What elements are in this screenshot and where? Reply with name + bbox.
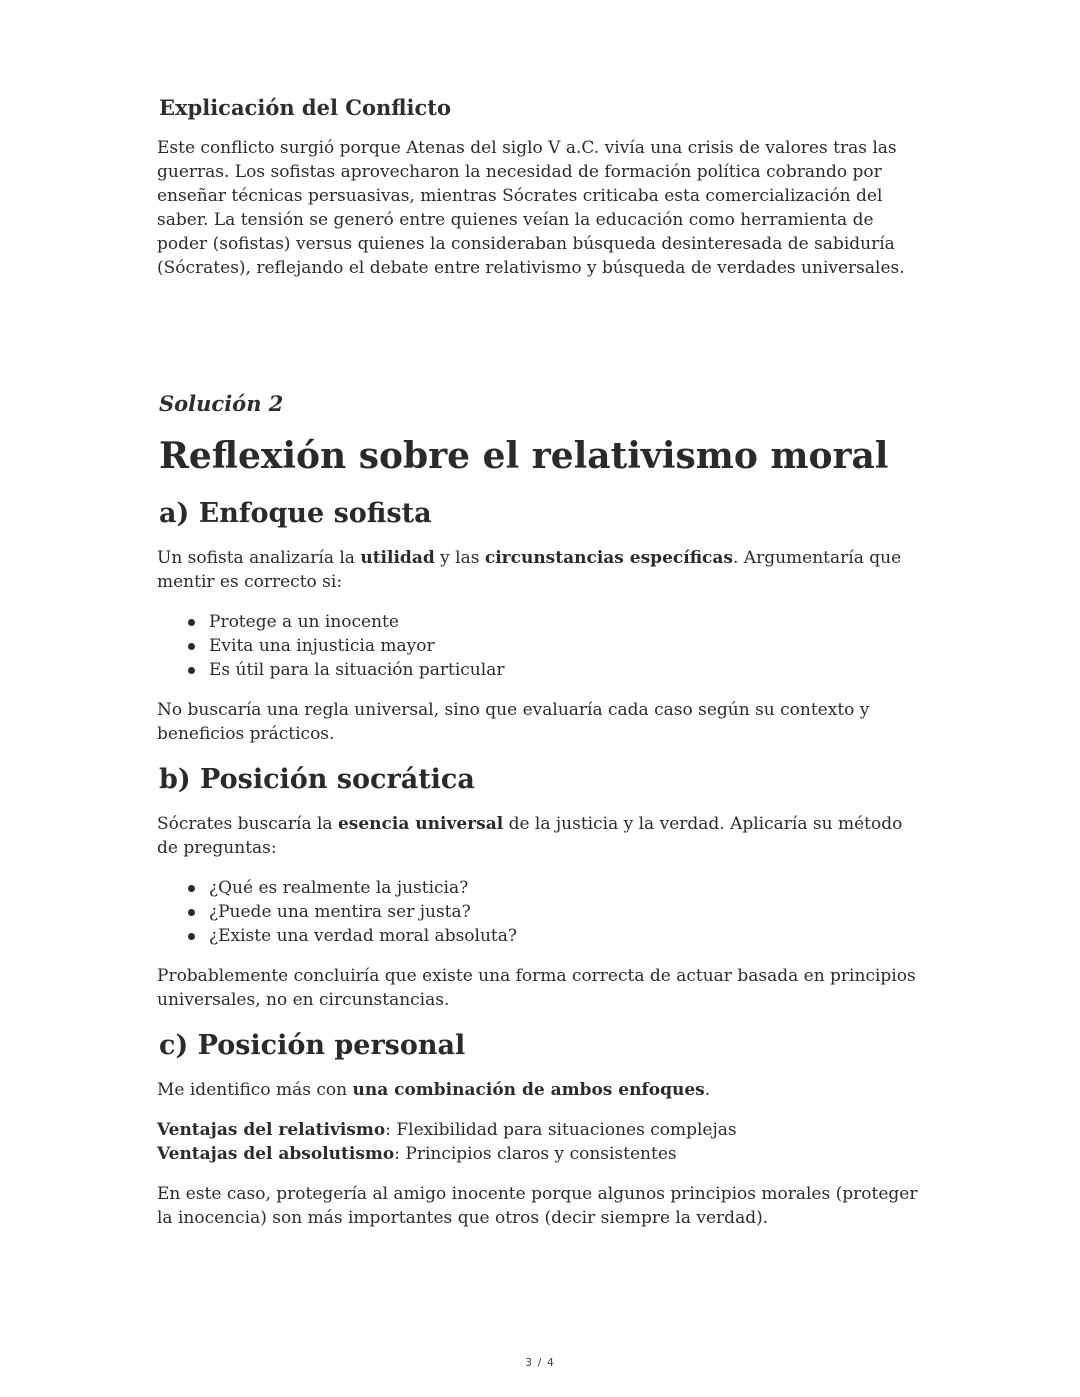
section-a-intro-text-1: Un sofista analizaría la [157, 548, 361, 568]
section-c-intro-text-2: . [704, 1080, 711, 1100]
section-b-intro-text-2: de la justicia y la verdad. Aplicaría su método de preguntas: [157, 814, 903, 858]
bullet-icon [188, 643, 195, 650]
section-a-bold-utilidad: utilidad [360, 548, 435, 568]
page-indicator: 3 / 4 [525, 1356, 555, 1369]
bullet-icon [188, 619, 195, 626]
section-c-bold-combinacion: una combinación de ambos enfoques [352, 1080, 705, 1100]
section-a-bullet-list [157, 610, 922, 682]
list-item [209, 924, 922, 948]
bullet-icon [188, 933, 195, 940]
paragraph-gap [157, 1166, 922, 1182]
section-a-intro [157, 546, 922, 594]
section-a-intro-text-2: y las [434, 548, 485, 568]
list-item [209, 876, 922, 900]
list-item [209, 634, 922, 658]
list-item [209, 658, 922, 682]
bullet-icon [188, 667, 195, 674]
section-gap [157, 1012, 922, 1026]
section-b-closing: Probablemente concluiría que existe una forma correcta de actuar basada en principios universales, no en circunstancias. [157, 966, 916, 1010]
section-b-heading: b) Posición socrática [159, 764, 475, 795]
advantage-relativism-label: Ventajas del relativismo [157, 1120, 386, 1140]
section-c-closing: En este caso, protegería al amigo inocente porque algunos principios morales (proteger la inocencia) son más importantes que otros (decir siempre la verdad). [157, 1184, 918, 1228]
bullet-icon [188, 885, 195, 892]
section-a-heading: a) Enfoque sofista [159, 498, 432, 529]
section-b-bold-esencia: esencia universal [337, 814, 504, 834]
solution-label: Solución 2 [159, 391, 284, 416]
list-item-text: ¿Puede una mentira ser justa? [209, 902, 471, 922]
conflict-heading: Explicación del Conflicto [159, 95, 451, 120]
list-item-text: Protege a un inocente [209, 612, 399, 632]
section-a-bold-circunstancias: circunstancias específicas [484, 548, 733, 568]
section-spacer [157, 280, 922, 388]
list-item-text: ¿Qué es realmente la justicia? [209, 878, 469, 898]
section-a-intro-text-3: . Argumentaría que mentir es correcto si: [157, 548, 902, 592]
section-c-heading: c) Posición personal [159, 1030, 466, 1061]
section-a-closing: No buscaría una regla universal, sino que evaluaría cada caso según su contexto y beneficios prácticos. [157, 700, 870, 744]
section-c-intro-text-1: Me identifico más con [157, 1080, 353, 1100]
conflict-paragraph: Este conflicto surgió porque Atenas del siglo V a.C. vivía una crisis de valores tras las guerras. Los sofistas aprovecharon la necesidad de formación política cobrando por enseñar técnicas persuasivas, mientras Sócrates criticaba esta comercialización del saber. La tensión se generó entre quienes veían la educación como herramienta de poder (sofistas) versus quienes la consideraban búsqueda desinteresada de sabiduría (Sócrates), reflejando el debate entre relativismo y búsqueda de verdades universales. [157, 138, 905, 278]
list-item [209, 610, 922, 634]
section-gap [157, 746, 922, 760]
section-b-intro [157, 812, 922, 860]
advantage-absolutism-text: : Principios claros y consistentes [394, 1144, 677, 1164]
section-b-bullet-list [157, 876, 922, 948]
advantage-absolutism-label: Ventajas del absolutismo [157, 1144, 395, 1164]
list-item-text: ¿Existe una verdad moral absoluta? [209, 926, 518, 946]
paragraph-gap [157, 1102, 922, 1118]
advantage-relativism-text: : Flexibilidad para situaciones complejas [385, 1120, 737, 1140]
section-c-advantages [157, 1118, 922, 1166]
list-item-text: Evita una injusticia mayor [209, 636, 435, 656]
page-content [157, 92, 922, 1230]
list-item-text: Es útil para la situación particular [209, 660, 505, 680]
section-b-intro-text-1: Sócrates buscaría la [157, 814, 338, 834]
section-c-intro [157, 1078, 922, 1102]
bullet-icon [188, 909, 195, 916]
list-item [209, 900, 922, 924]
solution-title: Reflexión sobre el relativismo moral [159, 435, 889, 477]
